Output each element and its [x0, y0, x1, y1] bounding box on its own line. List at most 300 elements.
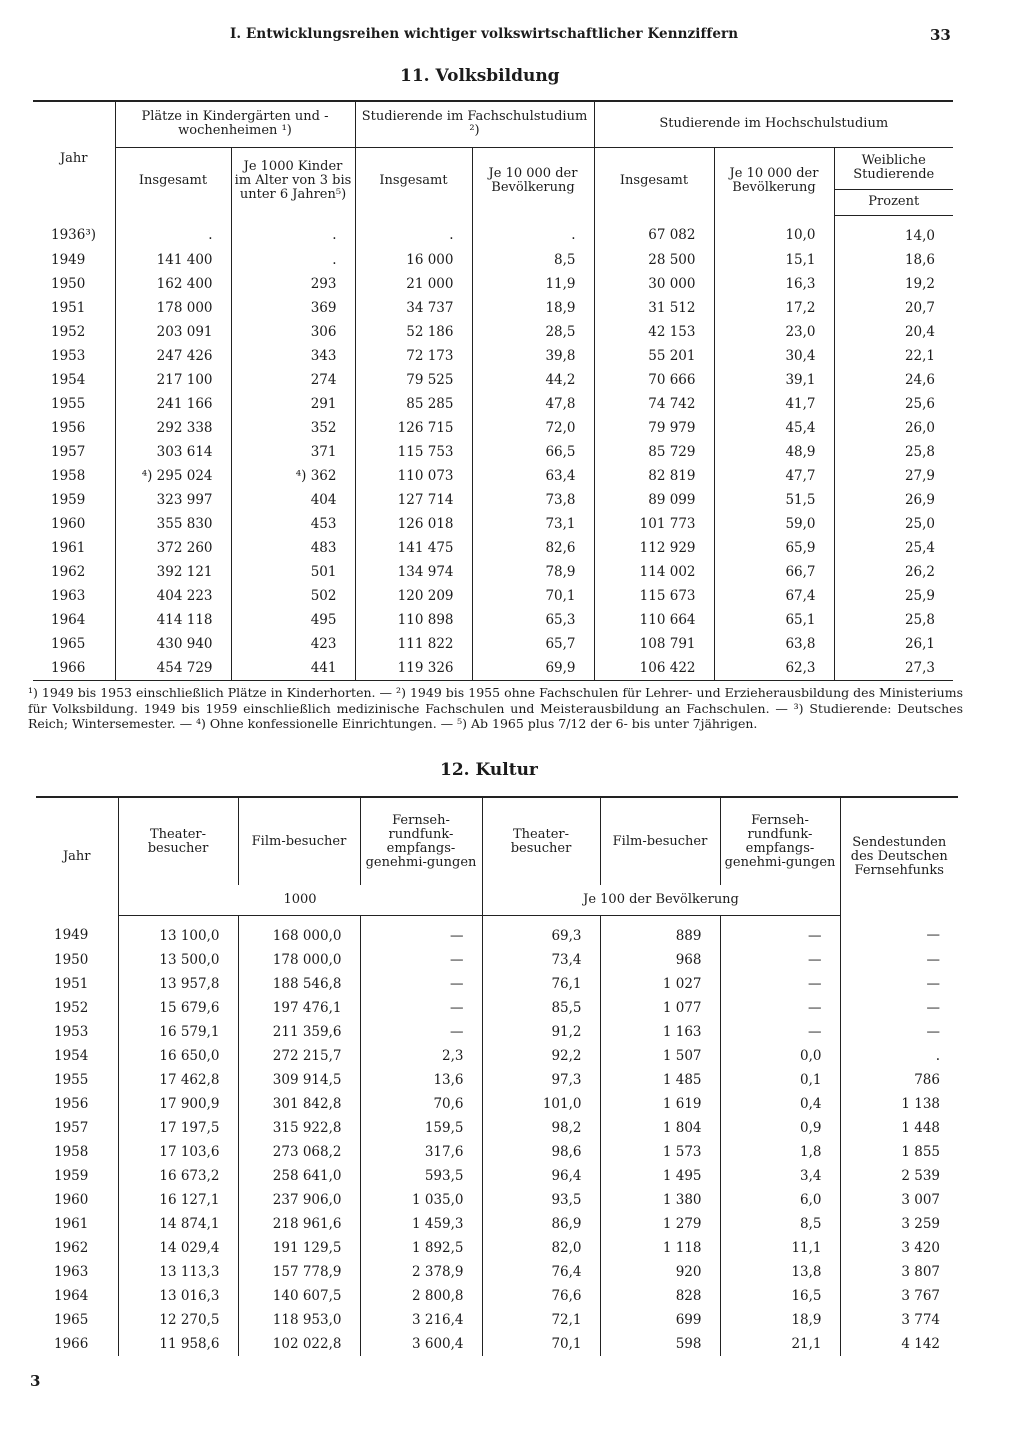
header-group-hochschul: Studierende im Hochschulstudium — [594, 101, 953, 147]
cell-value: 16 127,1 — [118, 1188, 238, 1212]
table-row — [36, 1188, 958, 1212]
cell-value: 28 500 — [594, 248, 714, 272]
cell-value: 3 259 — [840, 1212, 958, 1236]
cell-value: 120 209 — [355, 584, 472, 608]
cell-year: 1963 — [51, 587, 86, 604]
cell-value: 0,1 — [720, 1068, 840, 1092]
cell-year: 1950 — [51, 275, 86, 292]
cell-value: . — [472, 215, 594, 248]
cell-value: 1 507 — [600, 1044, 720, 1068]
cell-value: 3 007 — [840, 1188, 958, 1212]
cell-value: 1 077 — [600, 996, 720, 1020]
cell-value: 30,4 — [714, 344, 834, 368]
cell-value: 168 000,0 — [238, 915, 360, 948]
cell-value: 1,8 — [720, 1140, 840, 1164]
cell-year: 1955 — [51, 395, 86, 412]
cell-value: 11 958,6 — [118, 1332, 238, 1356]
cell-value: 303 614 — [115, 440, 231, 464]
table-row — [33, 368, 953, 392]
cell-value: 45,4 — [714, 416, 834, 440]
cell-value: 3 767 — [840, 1284, 958, 1308]
cell-value: 217 100 — [115, 368, 231, 392]
cell-value: 0,0 — [720, 1044, 840, 1068]
cell-value: 44,2 — [472, 368, 594, 392]
cell-year: 1951 — [51, 299, 86, 316]
page-footer-mark: 3 — [30, 1372, 41, 1390]
cell-value: 55 201 — [594, 344, 714, 368]
cell-value: 82 819 — [594, 464, 714, 488]
table-row — [36, 996, 958, 1020]
cell-value: 15 679,6 — [118, 996, 238, 1020]
cell-value: — — [840, 948, 958, 972]
cell-value: 291 — [231, 392, 355, 416]
table-row — [36, 1236, 958, 1260]
cell-value: 70,1 — [472, 584, 594, 608]
table-row — [36, 1212, 958, 1236]
cell-value: — — [720, 972, 840, 996]
cell-value: 65,1 — [714, 608, 834, 632]
cell-value: 108 791 — [594, 632, 714, 656]
cell-year: 1957 — [54, 1119, 89, 1136]
cell-value: 47,7 — [714, 464, 834, 488]
cell-value: 1 279 — [600, 1212, 720, 1236]
cell-value: 17 197,5 — [118, 1116, 238, 1140]
cell-value: 1 804 — [600, 1116, 720, 1140]
table-row — [36, 1164, 958, 1188]
cell-value: 76,1 — [482, 972, 600, 996]
cell-value: 315 922,8 — [238, 1116, 360, 1140]
footnotes: ¹) 1949 bis 1953 einschließlich Plätze in Kinderhorten. — ²) 1949 bis 1955 ohne Fachschulen für Lehrer- und Erzieherausbildung des Ministeriums für Volksbildung. 1949 bis 1959 einschließlich medizinische Fachschulen und Meisterausbildung an Fachschulen. — ³) Studierende: Deutsches Reich; Wintersemester. — ⁴) Ohne konfessionelle Einrichtungen. — ⁵) Ab 1965 plus 7/12 der 6- bis unter 7jährigen. — [28, 685, 963, 731]
cell-value: 25,4 — [834, 536, 953, 560]
cell-value: 1 380 — [600, 1188, 720, 1212]
cell-value: 699 — [600, 1308, 720, 1332]
cell-value: 25,8 — [834, 440, 953, 464]
table-row — [36, 1284, 958, 1308]
cell-value: . — [231, 248, 355, 272]
cell-value: 11,9 — [472, 272, 594, 296]
cell-value: 23,0 — [714, 320, 834, 344]
cell-value: 70 666 — [594, 368, 714, 392]
cell-value: 1 138 — [840, 1092, 958, 1116]
cell-value: 26,9 — [834, 488, 953, 512]
header-insgesamt-hoch: Insgesamt — [594, 147, 714, 215]
cell-value: 70,6 — [360, 1092, 482, 1116]
cell-value: 14 029,4 — [118, 1236, 238, 1260]
cell-year: 1965 — [54, 1311, 89, 1328]
cell-value: 28,5 — [472, 320, 594, 344]
cell-value: . — [840, 1044, 958, 1068]
cell-value: 20,4 — [834, 320, 953, 344]
cell-value: 1 448 — [840, 1116, 958, 1140]
cell-value: 16,5 — [720, 1284, 840, 1308]
cell-value: 96,4 — [482, 1164, 600, 1188]
table-row — [36, 1068, 958, 1092]
cell-year: 1936³) — [51, 227, 97, 244]
cell-year: 1955 — [54, 1071, 89, 1088]
cell-value: ⁴) 362 — [231, 464, 355, 488]
cell-value: 93,5 — [482, 1188, 600, 1212]
cell-value: 3 600,4 — [360, 1332, 482, 1356]
cell-value: 27,9 — [834, 464, 953, 488]
cell-value: 91,2 — [482, 1020, 600, 1044]
cell-value: 62,3 — [714, 656, 834, 681]
cell-value: 22,1 — [834, 344, 953, 368]
cell-value: 502 — [231, 584, 355, 608]
cell-value: 352 — [231, 416, 355, 440]
table-row — [36, 1260, 958, 1284]
cell-value: 16 579,1 — [118, 1020, 238, 1044]
cell-year: 1963 — [54, 1263, 89, 1280]
cell-value: 141 475 — [355, 536, 472, 560]
cell-value: — — [720, 915, 840, 948]
cell-value: 72,1 — [482, 1308, 600, 1332]
cell-value: 25,0 — [834, 512, 953, 536]
cell-year: 1953 — [54, 1023, 89, 1040]
cell-value: 0,4 — [720, 1092, 840, 1116]
header-prozent: Prozent — [834, 189, 953, 215]
header-theaterbesucher: Theater-besucher — [118, 797, 238, 885]
cell-year: 1960 — [51, 515, 86, 532]
cell-value: 59,0 — [714, 512, 834, 536]
cell-year: 1958 — [51, 467, 86, 484]
cell-value: 889 — [600, 915, 720, 948]
cell-year: 1954 — [51, 371, 86, 388]
cell-value: 106 422 — [594, 656, 714, 681]
cell-value: 16,3 — [714, 272, 834, 296]
table-row — [33, 512, 953, 536]
cell-value: 67 082 — [594, 215, 714, 248]
cell-value: 392 121 — [115, 560, 231, 584]
cell-value: 13 113,3 — [118, 1260, 238, 1284]
cell-value: 13 500,0 — [118, 948, 238, 972]
cell-value: 12 270,5 — [118, 1308, 238, 1332]
table-row — [33, 632, 953, 656]
cell-value: 65,7 — [472, 632, 594, 656]
cell-value: 178 000,0 — [238, 948, 360, 972]
header-filmbesucher-je-100: Film-besucher — [600, 797, 720, 885]
cell-value: 241 166 — [115, 392, 231, 416]
cell-value: 82,6 — [472, 536, 594, 560]
header-insgesamt-fach: Insgesamt — [355, 147, 472, 215]
cell-value: 140 607,5 — [238, 1284, 360, 1308]
cell-value: — — [840, 996, 958, 1020]
cell-value: 8,5 — [720, 1212, 840, 1236]
cell-value: 157 778,9 — [238, 1260, 360, 1284]
cell-value: 47,8 — [472, 392, 594, 416]
cell-value: 1 118 — [600, 1236, 720, 1260]
cell-value: 237 906,0 — [238, 1188, 360, 1212]
cell-value: 355 830 — [115, 512, 231, 536]
cell-value: 1 495 — [600, 1164, 720, 1188]
cell-value: 162 400 — [115, 272, 231, 296]
cell-value: 3 420 — [840, 1236, 958, 1260]
cell-value: 119 326 — [355, 656, 472, 681]
cell-year: 1962 — [51, 563, 86, 580]
cell-value: 13 100,0 — [118, 915, 238, 948]
table-row — [33, 320, 953, 344]
table-body-kultur — [36, 915, 958, 1356]
table-row — [36, 972, 958, 996]
cell-value: 18,9 — [720, 1308, 840, 1332]
cell-value: 48,9 — [714, 440, 834, 464]
table-row — [33, 536, 953, 560]
header-jahr: Jahr — [59, 150, 88, 166]
cell-value: 126 715 — [355, 416, 472, 440]
header-weibliche-studierende: Weibliche Studierende — [834, 147, 953, 189]
cell-value: 19,2 — [834, 272, 953, 296]
cell-value: 72,0 — [472, 416, 594, 440]
cell-value: 309 914,5 — [238, 1068, 360, 1092]
cell-value: 79 525 — [355, 368, 472, 392]
cell-value: 42 153 — [594, 320, 714, 344]
cell-value: 65,3 — [472, 608, 594, 632]
cell-year: 1959 — [54, 1167, 89, 1184]
cell-value: . — [231, 215, 355, 248]
cell-value: 27,3 — [834, 656, 953, 681]
cell-year: 1965 — [51, 635, 86, 652]
cell-value: 423 — [231, 632, 355, 656]
cell-year: 1950 — [54, 951, 89, 968]
cell-value: 188 546,8 — [238, 972, 360, 996]
table-row — [33, 608, 953, 632]
header-je-10000-hoch: Je 10 000 der Bevölkerung — [714, 147, 834, 215]
cell-year: 1949 — [51, 251, 86, 268]
cell-value: 85,5 — [482, 996, 600, 1020]
cell-value: 17 103,6 — [118, 1140, 238, 1164]
cell-value: 369 — [231, 296, 355, 320]
cell-value: 3 774 — [840, 1308, 958, 1332]
cell-year: 1949 — [54, 927, 89, 944]
cell-value: 371 — [231, 440, 355, 464]
table-row — [33, 656, 953, 681]
cell-value: 159,5 — [360, 1116, 482, 1140]
cell-value: 828 — [600, 1284, 720, 1308]
cell-value: 317,6 — [360, 1140, 482, 1164]
cell-value: . — [355, 215, 472, 248]
cell-value: — — [720, 948, 840, 972]
page-number: 33 — [930, 26, 951, 44]
cell-value: — — [840, 1020, 958, 1044]
cell-value: 24,6 — [834, 368, 953, 392]
cell-value: 76,6 — [482, 1284, 600, 1308]
table-row — [33, 248, 953, 272]
cell-value: 86,9 — [482, 1212, 600, 1236]
cell-value: 191 129,5 — [238, 1236, 360, 1260]
cell-value: 3,4 — [720, 1164, 840, 1188]
cell-value: 1 619 — [600, 1092, 720, 1116]
cell-value: 110 898 — [355, 608, 472, 632]
cell-value: 102 022,8 — [238, 1332, 360, 1356]
table-row — [33, 392, 953, 416]
cell-value: 453 — [231, 512, 355, 536]
cell-value: 1 035,0 — [360, 1188, 482, 1212]
table-row — [36, 1116, 958, 1140]
cell-value: 74 742 — [594, 392, 714, 416]
cell-year: 1962 — [54, 1239, 89, 1256]
table-row — [33, 296, 953, 320]
cell-value: 920 — [600, 1260, 720, 1284]
cell-value: 20,7 — [834, 296, 953, 320]
cell-value: 65,9 — [714, 536, 834, 560]
cell-year: 1951 — [54, 975, 89, 992]
cell-value: 52 186 — [355, 320, 472, 344]
cell-value: 0,9 — [720, 1116, 840, 1140]
cell-value: 211 359,6 — [238, 1020, 360, 1044]
cell-value: 16 650,0 — [118, 1044, 238, 1068]
cell-value: 63,8 — [714, 632, 834, 656]
cell-value: 30 000 — [594, 272, 714, 296]
table-row — [33, 416, 953, 440]
cell-value: — — [360, 948, 482, 972]
cell-year: 1964 — [51, 611, 86, 628]
cell-year: 1952 — [54, 999, 89, 1016]
cell-value: 593,5 — [360, 1164, 482, 1188]
cell-value: 14 874,1 — [118, 1212, 238, 1236]
cell-value: 1 027 — [600, 972, 720, 996]
cell-value: 73,8 — [472, 488, 594, 512]
cell-year: 1959 — [51, 491, 86, 508]
cell-value: — — [360, 915, 482, 948]
header-fernsehgenehmigungen: Fernseh-rundfunk-empfangs-genehmi-gungen — [360, 797, 482, 885]
table-row — [36, 1140, 958, 1164]
cell-value: 85 729 — [594, 440, 714, 464]
cell-value: 274 — [231, 368, 355, 392]
cell-value: 404 223 — [115, 584, 231, 608]
cell-value: 598 — [600, 1332, 720, 1356]
cell-value: 14,0 — [834, 215, 953, 248]
cell-value: 3 807 — [840, 1260, 958, 1284]
cell-value: — — [840, 972, 958, 996]
cell-value: 1 459,3 — [360, 1212, 482, 1236]
cell-value: 1 573 — [600, 1140, 720, 1164]
cell-value: 78,9 — [472, 560, 594, 584]
cell-value: 13,6 — [360, 1068, 482, 1092]
cell-year: 1961 — [51, 539, 86, 556]
cell-value: 1 855 — [840, 1140, 958, 1164]
section-title-kultur: 12. Kultur — [440, 760, 538, 780]
cell-value: — — [840, 915, 958, 948]
cell-value: — — [720, 996, 840, 1020]
cell-value: 98,2 — [482, 1116, 600, 1140]
cell-value: 1 485 — [600, 1068, 720, 1092]
cell-value: 247 426 — [115, 344, 231, 368]
cell-value: 26,1 — [834, 632, 953, 656]
cell-value: 41,7 — [714, 392, 834, 416]
table-row — [36, 1308, 958, 1332]
cell-value: 66,7 — [714, 560, 834, 584]
cell-value: 34 737 — [355, 296, 472, 320]
cell-value: 21,1 — [720, 1332, 840, 1356]
cell-value: 111 822 — [355, 632, 472, 656]
header-jahr: Jahr — [62, 848, 91, 864]
cell-year: 1960 — [54, 1191, 89, 1208]
table-row — [36, 1044, 958, 1068]
cell-value: 441 — [231, 656, 355, 681]
table-row — [36, 915, 958, 948]
table-row — [33, 215, 953, 248]
cell-value: 218 961,6 — [238, 1212, 360, 1236]
cell-value: 17,2 — [714, 296, 834, 320]
cell-value: 2,3 — [360, 1044, 482, 1068]
table-body-volksbildung — [33, 215, 953, 680]
cell-value: 39,8 — [472, 344, 594, 368]
cell-value: 39,1 — [714, 368, 834, 392]
cell-value: 18,6 — [834, 248, 953, 272]
cell-value: 25,9 — [834, 584, 953, 608]
section-title-volksbildung: 11. Volksbildung — [400, 66, 560, 86]
header-filmbesucher: Film-besucher — [238, 797, 360, 885]
cell-value: 501 — [231, 560, 355, 584]
cell-value: 203 091 — [115, 320, 231, 344]
cell-value: 17 462,8 — [118, 1068, 238, 1092]
cell-value: 127 714 — [355, 488, 472, 512]
cell-value: 454 729 — [115, 656, 231, 681]
cell-value: 101 773 — [594, 512, 714, 536]
cell-value: 141 400 — [115, 248, 231, 272]
cell-value: ⁴) 295 024 — [115, 464, 231, 488]
cell-value: 323 997 — [115, 488, 231, 512]
cell-value: 21 000 — [355, 272, 472, 296]
cell-value: 26,0 — [834, 416, 953, 440]
cell-value: 98,6 — [482, 1140, 600, 1164]
cell-value: 25,8 — [834, 608, 953, 632]
table-row — [33, 440, 953, 464]
cell-value: 85 285 — [355, 392, 472, 416]
cell-value: 301 842,8 — [238, 1092, 360, 1116]
cell-value: — — [360, 972, 482, 996]
header-unit-1000: 1000 — [118, 885, 482, 915]
table-row — [33, 584, 953, 608]
cell-value: — — [360, 996, 482, 1020]
cell-value: 15,1 — [714, 248, 834, 272]
cell-value: 73,1 — [472, 512, 594, 536]
header-sendestunden: Sendestunden des Deutschen Fernsehfunks — [840, 797, 958, 915]
header-unit-je-100: Je 100 der Bevölkerung — [482, 885, 840, 915]
table-row — [33, 560, 953, 584]
cell-value: 73,4 — [482, 948, 600, 972]
cell-value: 31 512 — [594, 296, 714, 320]
table-volksbildung — [33, 100, 953, 681]
cell-value: 25,6 — [834, 392, 953, 416]
cell-value: 272 215,7 — [238, 1044, 360, 1068]
cell-value: 69,9 — [472, 656, 594, 681]
header-fernsehgenehmigungen-je-100: Fernseh-rundfunk-empfangs-genehmi-gungen — [720, 797, 840, 885]
cell-value: 13,8 — [720, 1260, 840, 1284]
cell-value: 115 753 — [355, 440, 472, 464]
cell-value: 8,5 — [472, 248, 594, 272]
table-row — [36, 948, 958, 972]
cell-value: 2 800,8 — [360, 1284, 482, 1308]
cell-value: 79 979 — [594, 416, 714, 440]
cell-value: 97,3 — [482, 1068, 600, 1092]
table-row — [33, 488, 953, 512]
cell-value: 70,1 — [482, 1332, 600, 1356]
cell-year: 1958 — [54, 1143, 89, 1160]
table-row — [33, 344, 953, 368]
cell-value: 67,4 — [714, 584, 834, 608]
cell-year: 1956 — [54, 1095, 89, 1112]
cell-year: 1966 — [54, 1335, 89, 1352]
cell-value: 2 539 — [840, 1164, 958, 1188]
cell-value: 72 173 — [355, 344, 472, 368]
cell-value: 273 068,2 — [238, 1140, 360, 1164]
cell-value: 258 641,0 — [238, 1164, 360, 1188]
header-je-1000-kinder: Je 1000 Kinder im Alter von 3 bis unter 6 Jahren⁵) — [231, 147, 355, 215]
cell-value: 3 216,4 — [360, 1308, 482, 1332]
cell-value: 10,0 — [714, 215, 834, 248]
cell-value: 114 002 — [594, 560, 714, 584]
cell-value: . — [115, 215, 231, 248]
